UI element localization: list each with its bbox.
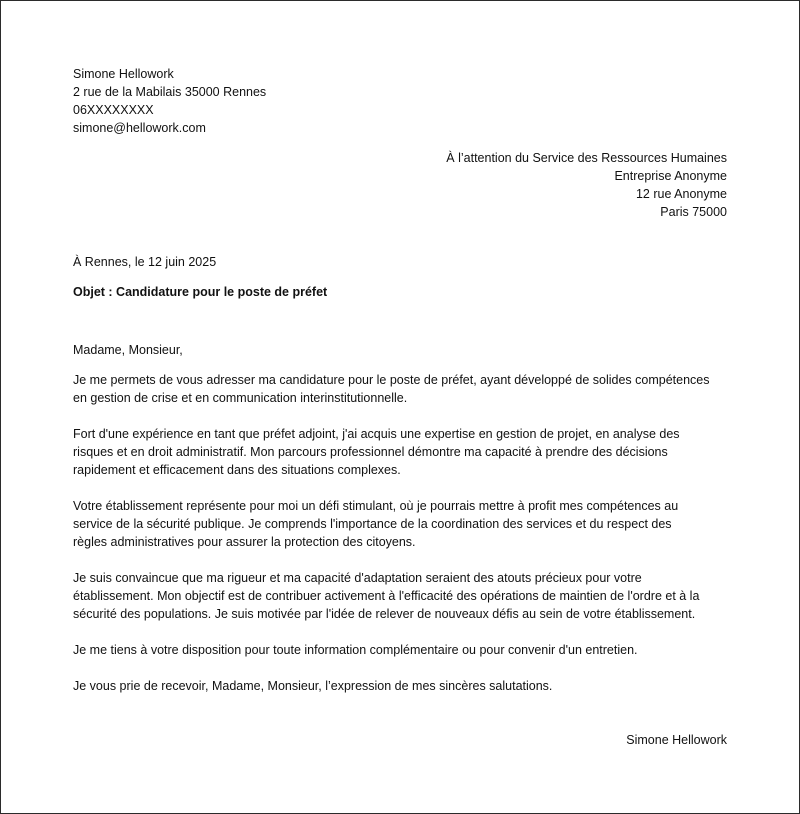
- paragraph-line: Je suis convaincue que ma rigueur et ma capacité d'adaptation seraient des atouts précieux pour votre: [73, 571, 642, 585]
- recipient-city: Paris 75000: [660, 205, 727, 219]
- sender-address: 2 rue de la Mabilais 35000 Rennes: [73, 85, 267, 99]
- paragraph-motivation: [73, 497, 733, 551]
- signature: Simone Hellowork: [626, 733, 727, 747]
- recipient-street: 12 rue Anonyme: [635, 187, 727, 201]
- paragraph-line: établissement. Mon objectif est de contribuer activement à l'efficacité des opérations de maintien de l'ordre et à la: [73, 589, 700, 603]
- sender-name: Simone Hellowork: [73, 67, 174, 81]
- paragraph-line: Je me tiens à votre disposition pour toute information complémentaire ou pour convenir d'un entretien.: [73, 643, 638, 657]
- paragraph-line: Fort d'une expérience en tant que préfet adjoint, j'ai acquis une expertise en gestion de projet, en analyse des: [73, 427, 680, 441]
- paragraph-conviction: [73, 569, 733, 623]
- subject-line: Objet : Candidature pour le poste de préfet: [73, 285, 328, 299]
- paragraph-line: Votre établissement représente pour moi un défi stimulant, où je pourrais mettre à profit mes compétences au: [73, 499, 679, 513]
- paragraph-availability: [73, 641, 733, 659]
- paragraph-line: Je vous prie de recevoir, Madame, Monsieur, l’expression de mes sincères salutations.: [73, 679, 553, 693]
- paragraph-line: Je me permets de vous adresser ma candidature pour le poste de préfet, ayant développé de solides compétences: [73, 373, 710, 387]
- paragraph-line: sécurité des populations. Je suis motivée par l'idée de relever de nouveaux défis au sein de votre établissement.: [73, 607, 696, 621]
- paragraph-intro: [73, 371, 733, 407]
- salutation: Madame, Monsieur,: [73, 343, 183, 357]
- paragraph-line: rapidement et efficacement dans des situations complexes.: [73, 463, 401, 477]
- paragraph-line: règles administratives pour assurer la protection des citoyens.: [73, 535, 416, 549]
- paragraph-closing: [73, 677, 733, 695]
- paragraph-experience: [73, 425, 733, 479]
- date-line: À Rennes, le 12 juin 2025: [73, 255, 217, 269]
- sender-phone: 06XXXXXXXX: [73, 103, 154, 117]
- paragraph-line: risques et en droit administratif. Mon parcours professionnel démontre ma capacité à prendre des décisions: [73, 445, 668, 459]
- paragraph-line: service de la sécurité publique. Je comprends l'importance de la coordination des services et du respect des: [73, 517, 672, 531]
- recipient-attention: À l’attention du Service des Ressources Humaines: [446, 151, 727, 165]
- paragraph-line: en gestion de crise et en communication interinstitutionnelle.: [73, 391, 408, 405]
- sender-email: simone@hellowork.com: [73, 121, 206, 135]
- recipient-company: Entreprise Anonyme: [614, 169, 727, 183]
